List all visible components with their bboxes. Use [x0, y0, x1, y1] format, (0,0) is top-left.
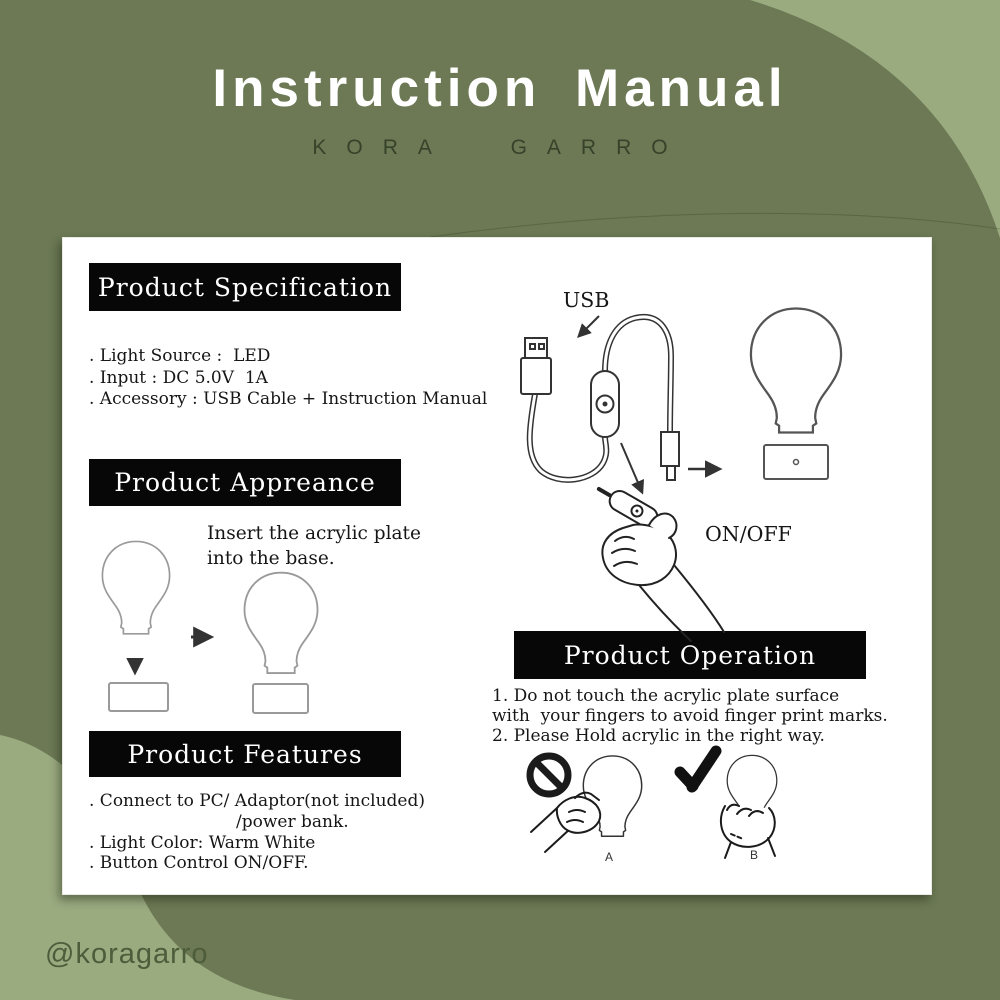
spec-item: . Input : DC 5.0V 1A — [89, 367, 268, 388]
usb-pointer-arrow-icon — [579, 316, 599, 336]
spec-item: . Light Source : LED — [89, 346, 271, 366]
inline-switch-icon — [591, 371, 619, 437]
faint-curve-line — [430, 213, 1000, 237]
heading-specification: Product Specification — [89, 263, 401, 311]
heading-operation: Product Operation — [514, 631, 866, 679]
feature-item: /power bank. — [236, 811, 349, 832]
operation-line: with your fingers to avoid finger print marks. — [492, 706, 888, 726]
spec-item: . Accessory : USB Cable + Instruction Manual — [89, 389, 488, 409]
feature-item: . Button Control ON/OFF. — [89, 853, 309, 874]
base-icon — [764, 445, 828, 479]
page-title: Instruction Manual — [212, 59, 788, 118]
hand-touching-icon — [531, 793, 600, 852]
feature-item: . Light Color: Warm White — [89, 832, 316, 853]
figure-label-wrong: A — [604, 850, 613, 864]
right-hold-figure — [680, 751, 777, 858]
brand-name: KORA GARRO — [312, 136, 688, 159]
heading-appearance: Product Appreance — [89, 459, 401, 506]
line-art-layer — [63, 238, 931, 894]
social-handle: @koragarro — [45, 938, 209, 970]
base-icon — [253, 684, 308, 713]
caption-line: into the base. — [207, 548, 335, 569]
light-bulb-icon — [244, 573, 317, 673]
checkmark-icon — [680, 751, 716, 787]
light-bulb-icon — [102, 541, 169, 633]
arrow-to-hand-icon — [621, 443, 642, 492]
figure-label-right: B — [749, 848, 758, 862]
usb-plug-icon — [521, 338, 551, 394]
manual-card — [62, 237, 932, 895]
caption-line: Insert the acrylic plate — [207, 523, 421, 544]
usb-cable-diagram — [521, 316, 719, 492]
operation-line: 2. Please Hold acrylic in the right way. — [492, 726, 825, 746]
onoff-label: ON/OFF — [705, 522, 792, 546]
hand-holding-icon — [721, 805, 775, 858]
top-right-blob — [750, 0, 1000, 238]
operation-line: 1. Do not touch the acrylic plate surface — [492, 686, 840, 706]
usb-label: USB — [563, 288, 610, 312]
hand-switch-icon — [594, 480, 724, 641]
light-bulb-icon — [751, 309, 841, 433]
heading-features: Product Features — [89, 731, 401, 777]
wrong-hold-figure — [530, 756, 642, 852]
base-icon — [109, 683, 168, 711]
prohibition-icon — [530, 756, 568, 794]
feature-item: . Connect to PC/ Adaptor(not included) — [89, 791, 425, 811]
lamp-diagram — [751, 309, 841, 479]
assembly-diagram — [102, 541, 317, 713]
dc-plug-icon — [661, 432, 679, 480]
